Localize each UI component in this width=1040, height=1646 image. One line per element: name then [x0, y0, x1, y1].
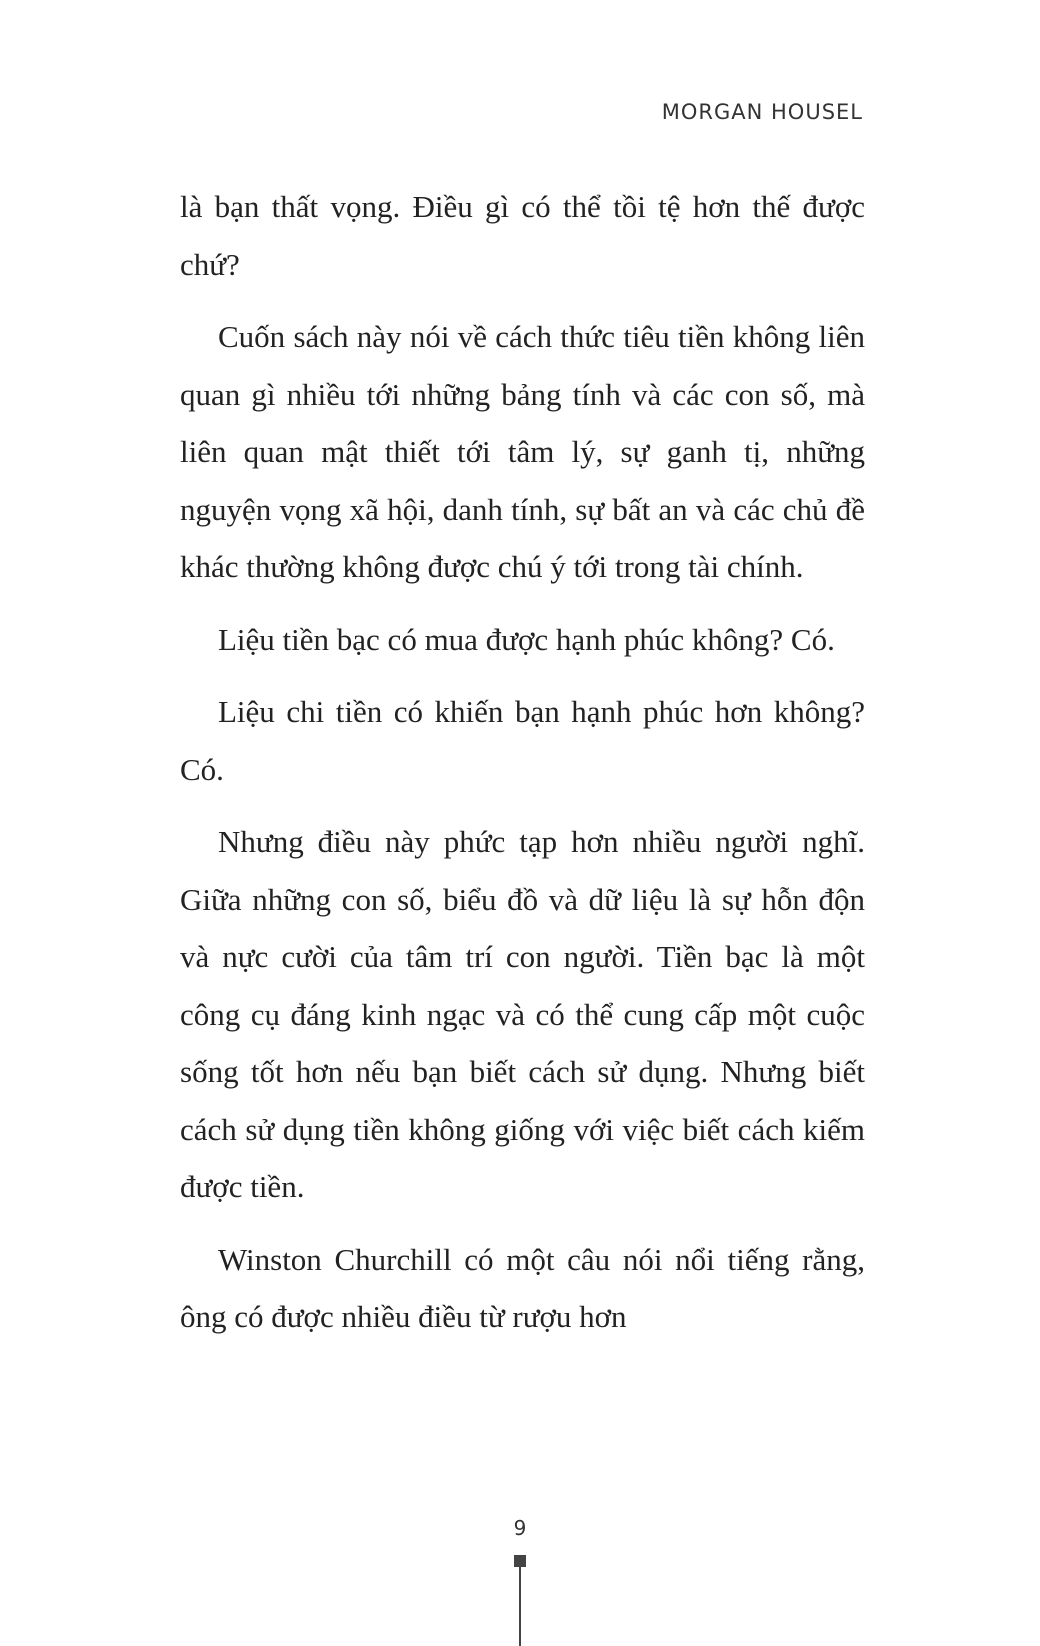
running-header-author: MORGAN HOUSEL — [661, 100, 863, 124]
body-text — [180, 178, 865, 1361]
paragraph: Liệu chi tiền có khiến bạn hạnh phúc hơn không? Có. — [180, 694, 865, 787]
paragraph: Nhưng điều này phức tạp hơn nhiều người nghĩ. Giữa những con số, biểu đồ và dữ liệu là sự hỗn độn và nực cười của tâm trí con người. Tiền bạc là một công cụ đáng kinh ngạc và có thể cung cấp một cuộc sống tốt hơn nếu bạn biết cách sử dụng. Nhưng biết cách sử dụng tiền không giống với việc biết cách kiếm được tiền. — [180, 824, 865, 1204]
page-marker-line — [519, 1567, 521, 1646]
paragraph: Cuốn sách này nói về cách thức tiêu tiền không liên quan gì nhiều tới những bảng tính và các con số, mà liên quan mật thiết tới tâm lý, sự ganh tị, những nguyện vọng xã hội, danh tính, sự bất an và các chủ đề khác thường không được chú ý tới trong tài chính. — [180, 319, 865, 584]
page-marker-square — [514, 1555, 526, 1567]
paragraph: Winston Churchill có một câu nói nổi tiếng rằng, ông có được nhiều điều từ rượu hơn — [180, 1241, 865, 1334]
page-number: 9 — [513, 1516, 527, 1540]
paragraph: Liệu tiền bạc có mua được hạnh phúc không? Có. — [218, 621, 835, 657]
paragraph: là bạn thất vọng. Điều gì có thể tồi tệ hơn thế được chứ? — [180, 189, 865, 282]
